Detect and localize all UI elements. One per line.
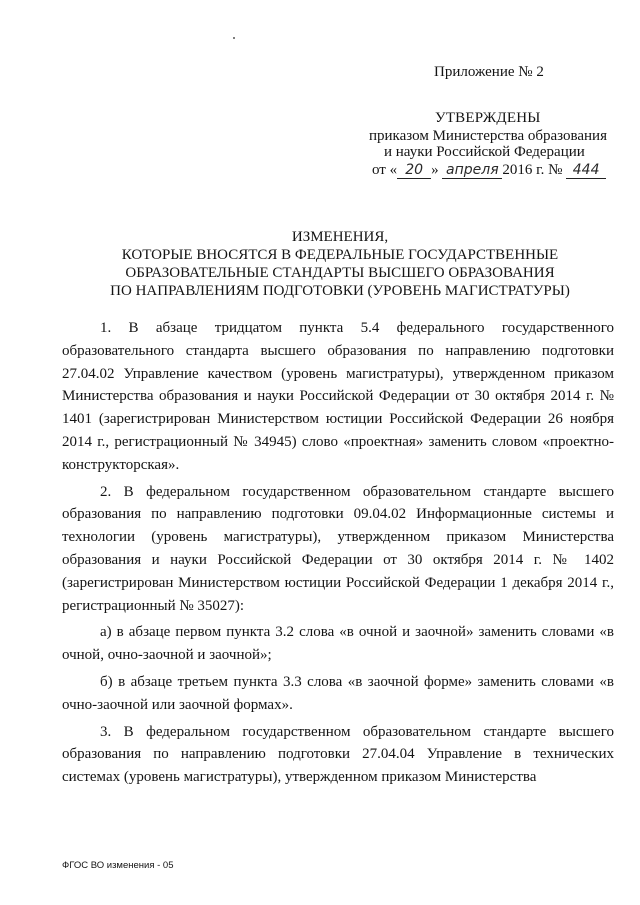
appendix-label: Приложение № 2 [434, 64, 544, 80]
document-body [62, 317, 614, 793]
title-line-3: ОБРАЗОВАТЕЛЬНЫЕ СТАНДАРТЫ ВЫСШЕГО ОБРАЗОВАНИЯ [125, 265, 555, 281]
scan-speck [233, 37, 235, 39]
date-year: 2016 г. № [502, 162, 563, 178]
order-line-1: приказом Министерства образования [369, 128, 607, 144]
order-date-line [372, 162, 606, 179]
paragraph-2b: б) в абзаце третьем пункта 3.3 слова «в заочной форме» заменить словами «в очно-заочной или заочной формах». [62, 673, 614, 713]
title-line-1: ИЗМЕНЕНИЯ, [291, 229, 389, 245]
handwritten-day: 20 [397, 163, 431, 179]
document-title [60, 228, 620, 300]
paragraph-1: 1. В абзаце тридцатом пункта 5.4 федерального государственного образовательного стандарта высшего образования по направлению подготовки 27.04.02 Управление качеством (уровень магистратуры), утвержденном приказом Министерства образования и науки Российской Федерации от 30 октября 2014 г. № 1401 (зарегистрирован Министерством юстиции Российской Федерации 26 ноября 2014 г., регистрационный № 34945) слово «проектная» заменить словом «проектно-конструкторская». [62, 320, 614, 473]
approved-label: УТВЕРЖДЕНЫ [435, 110, 541, 126]
paragraph-3: 3. В федеральном государственном образовательном стандарте высшего образования по направлению подготовки 27.04.04 Управление в технических системах (уровень магистратуры), утвержденном приказом Министерства [62, 723, 614, 786]
date-prefix: от « [372, 162, 398, 178]
date-mid: » [431, 162, 439, 178]
handwritten-order-number: 444 [566, 163, 606, 179]
paragraph-2a: а) в абзаце первом пункта 3.2 слова «в очной и заочной» заменить словами «в очной, очно-заочной и заочной»; [62, 624, 614, 664]
title-line-4: ПО НАПРАВЛЕНИЯМ ПОДГОТОВКИ (УРОВЕНЬ МАГИСТРАТУРЫ) [110, 283, 570, 299]
order-line-2: и науки Российской Федерации [384, 144, 585, 160]
handwritten-month: апреля [442, 163, 502, 179]
paragraph-2: 2. В федеральном государственном образовательном стандарте высшего образования по направлению подготовки 09.04.02 Информационные системы и технологии (уровень магистратуры), утвержденном приказом Министерства образования и науки Российской Федерации от 30 октября 2014 г. № 1402 (зарегистрирован Министерством юстиции Российской Федерации 1 декабря 2014 г., регистрационный № 35027): [62, 483, 614, 614]
title-line-2: КОТОРЫЕ ВНОСЯТСЯ В ФЕДЕРАЛЬНЫЕ ГОСУДАРСТВЕННЫЕ [121, 247, 559, 263]
footer-doc-id: ФГОС ВО изменения - 05 [62, 860, 174, 871]
